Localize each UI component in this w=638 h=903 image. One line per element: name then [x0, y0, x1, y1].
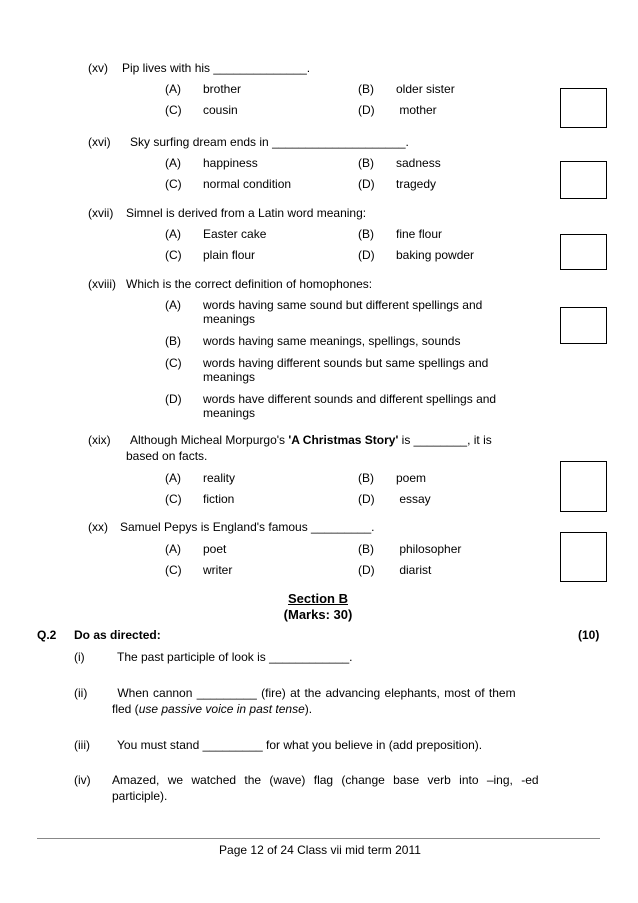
option-text: writer [203, 563, 233, 577]
option-letter: (D) [358, 563, 375, 577]
q2-heading: Do as directed: [74, 628, 161, 642]
item-text: You must stand _________ for what you believe in (add preposition). [117, 738, 483, 752]
option-letter: (A) [165, 156, 181, 170]
option-text: Easter cake [203, 227, 267, 241]
item-text: When cannon _________ (fire) at the advancing elephants, most of them [113, 686, 516, 700]
item-num: (ii) [74, 686, 88, 700]
section-title: Section B [288, 591, 348, 606]
option-letter: (D) [358, 248, 375, 262]
option-text: philosopher [396, 542, 462, 556]
question-num: (xix) [88, 433, 111, 447]
answer-box[interactable] [560, 307, 607, 344]
answer-box[interactable] [560, 532, 607, 582]
option-text: words having same sound but different spellings and meanings [203, 298, 483, 326]
question-num: (xx) [88, 520, 108, 534]
option-text: older sister [396, 82, 455, 96]
option-letter: (C) [165, 103, 182, 117]
option-text: words having different sounds but same spellings and meanings [203, 356, 489, 384]
option-text: normal condition [203, 177, 292, 191]
question-stem-line2: based on facts. [126, 449, 208, 463]
option-text: words having same meanings, spellings, sounds [203, 334, 461, 348]
question-stem-pre: Although Micheal Morpurgo's [130, 433, 289, 447]
option-letter: (D) [358, 177, 375, 191]
item-num: (iv) [74, 773, 91, 787]
page-footer: Page 12 of 24 Class vii mid term 2011 [219, 843, 421, 857]
option-text: poet [203, 542, 227, 556]
question-stem: Sky surfing dream ends in ____________________. [130, 135, 409, 149]
question-stem: Which is the correct definition of homophones: [126, 277, 373, 291]
question-num: (xvii) [88, 206, 114, 220]
q2-marks: (10) [578, 628, 600, 642]
item-num: (iii) [74, 738, 90, 752]
option-letter: (A) [165, 542, 181, 556]
option-letter: (C) [165, 492, 182, 506]
option-letter: (C) [165, 563, 182, 577]
question-stem-post: is ________, it is [398, 433, 492, 447]
option-letter: (A) [165, 298, 181, 312]
option-text: poem [396, 471, 427, 485]
option-letter: (C) [165, 248, 182, 262]
item-text-post: ). [304, 702, 313, 716]
option-letter: (C) [165, 177, 182, 191]
option-letter: (B) [358, 82, 374, 96]
option-letter: (C) [165, 356, 182, 370]
option-text: plain flour [203, 248, 256, 262]
question-stem: Pip lives with his ______________. [122, 61, 311, 75]
option-text: happiness [203, 156, 258, 170]
option-text: reality [203, 471, 236, 485]
question-num: (xvi) [88, 135, 111, 149]
option-letter: (B) [358, 471, 374, 485]
option-text: brother [203, 82, 242, 96]
option-letter: (D) [358, 103, 375, 117]
question-num: (xviii) [88, 277, 116, 291]
question-stem: Simnel is derived from a Latin word meaning: [126, 206, 367, 220]
item-text: Amazed, we watched the (wave) flag (change base verb into –ing, -ed [112, 773, 539, 787]
item-text: The past participle of look is ____________. [117, 650, 353, 664]
answer-box[interactable] [560, 88, 607, 128]
question-num: (xv) [88, 61, 108, 75]
option-letter: (D) [358, 492, 375, 506]
item-text-line2 [112, 702, 312, 716]
item-text-line2: participle). [112, 789, 168, 803]
option-letter: (A) [165, 471, 181, 485]
option-text: sadness [396, 156, 441, 170]
option-letter: (D) [165, 392, 182, 406]
section-marks: (Marks: 30) [283, 607, 353, 622]
item-text-italic: use passive voice in past tense [138, 702, 305, 716]
answer-box[interactable] [560, 161, 607, 199]
option-text: essay [396, 492, 431, 506]
option-text: diarist [396, 563, 432, 577]
option-text: words have different sounds and different spellings and meanings [203, 392, 497, 420]
option-text: tragedy [396, 177, 437, 191]
question-stem [130, 433, 492, 447]
option-letter: (B) [358, 542, 374, 556]
option-text: cousin [203, 103, 238, 117]
option-text: fiction [203, 492, 235, 506]
option-text: fine flour [396, 227, 443, 241]
item-num: (i) [74, 650, 85, 664]
q2-num: Q.2 [37, 628, 57, 642]
footer-rule [37, 838, 600, 839]
item-text-pre: fled ( [112, 702, 139, 716]
option-letter: (B) [165, 334, 181, 348]
option-letter: (A) [165, 227, 181, 241]
question-stem: Samuel Pepys is England's famous _________. [120, 520, 375, 534]
option-letter: (B) [358, 156, 374, 170]
option-text: baking powder [396, 248, 475, 262]
option-letter: (A) [165, 82, 181, 96]
answer-box[interactable] [560, 461, 607, 512]
answer-box[interactable] [560, 234, 607, 270]
option-letter: (B) [358, 227, 374, 241]
option-text: mother [396, 103, 437, 117]
story-title: 'A Christmas Story' [288, 433, 399, 447]
